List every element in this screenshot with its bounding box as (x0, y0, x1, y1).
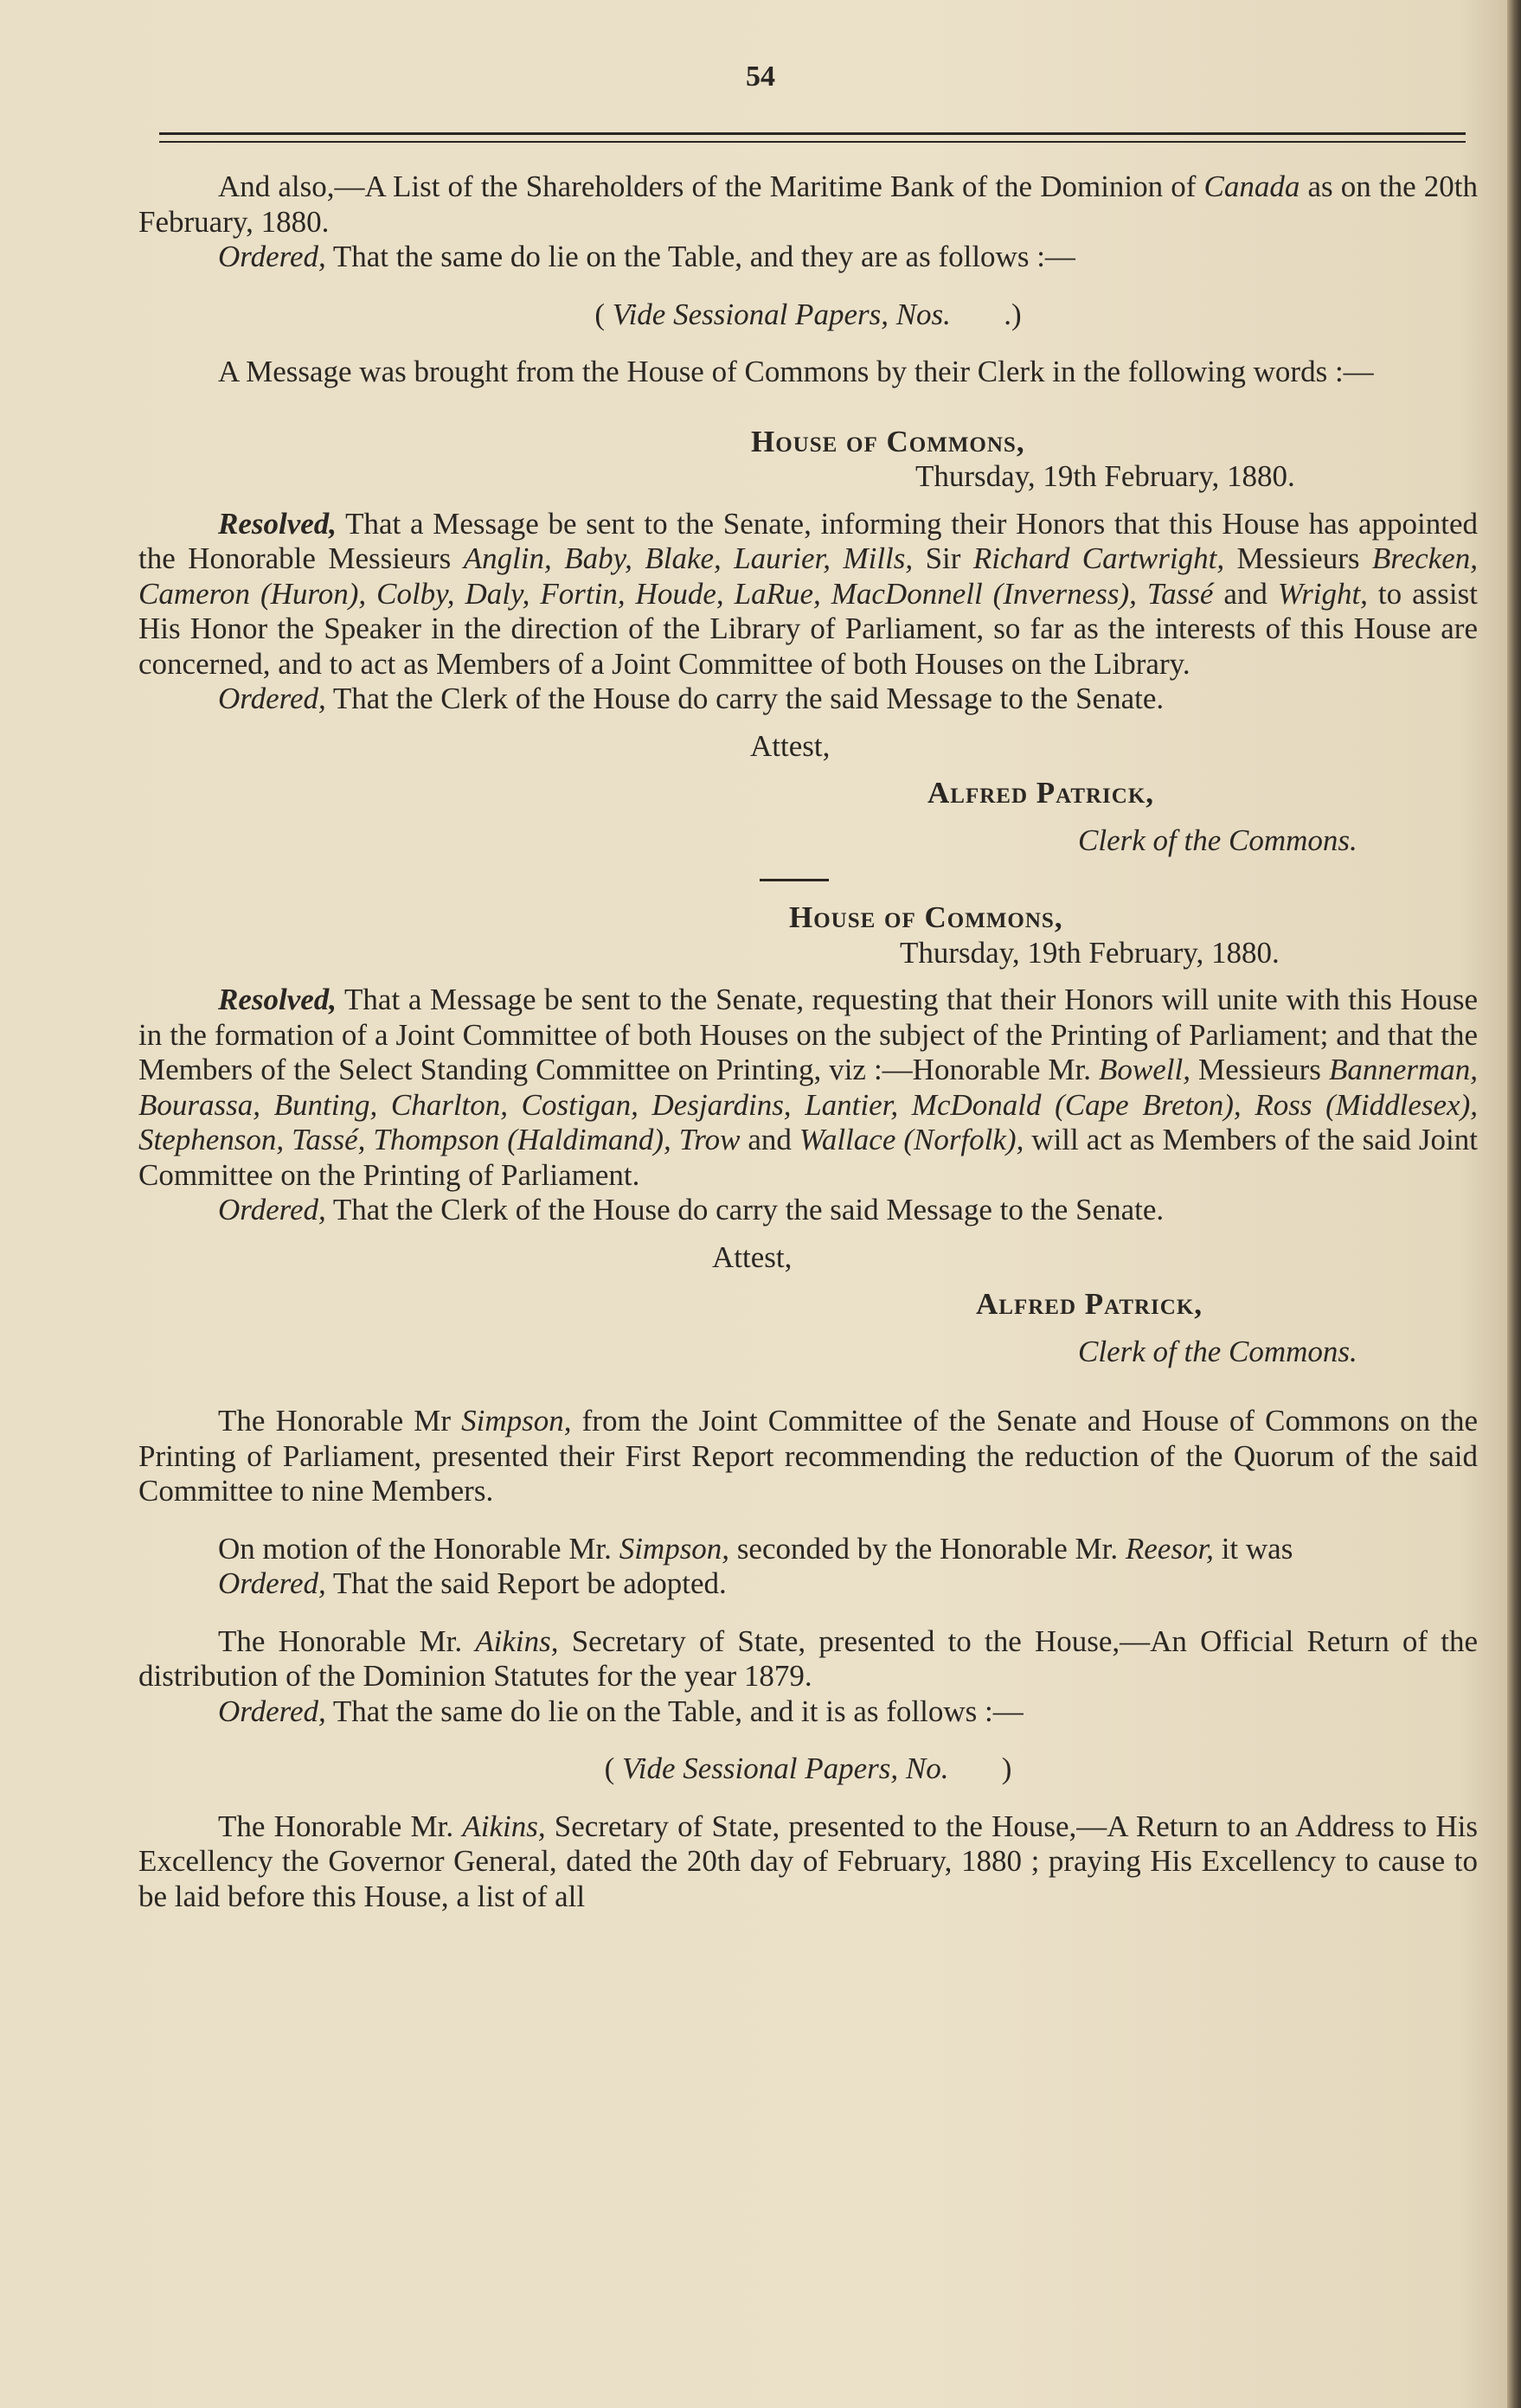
message2-attest: Attest, (712, 1239, 793, 1274)
header-rule-bottom (159, 141, 1466, 143)
message1-attest: Attest, (750, 728, 831, 763)
address-return-paragraph: The Honorable Mr. Aikins, Secretary of State, presented to the House,—A Return to an Address to His Excellency the Governor General, dated the 20th day of February, 1880 ; praying His Excellency to cause to be laid before this House, a list of all (138, 1809, 1478, 1913)
motion-paragraph: On motion of the Honorable Mr. Simpson, seconded by the Honorable Mr. Reesor, it was (218, 1531, 1293, 1566)
message1-ordered: Ordered, That the Clerk of the House do carry the said Message to the Senate. (218, 682, 1165, 715)
vide-sessional-papers: ( Vide Sessional Papers, Nos. .) (594, 297, 1022, 331)
message2-date: Thursday, 19th February, 1880. (900, 935, 1280, 970)
shareholders-paragraph: And also,—A List of the Shareholders of the Maritime Bank of the Dominion of Canada as on the 20th February, 1880. (138, 170, 1479, 239)
page-number: 54 (746, 61, 775, 93)
message2-ordered: Ordered, That the Clerk of the House do carry the said Message to the Senate. (218, 1193, 1165, 1226)
page-content (138, 170, 1478, 1914)
message1-house-heading: House of Commons, (751, 424, 1025, 458)
message2-clerk-title: Clerk of the Commons. (1078, 1334, 1357, 1368)
header-rule-top (159, 132, 1466, 135)
statutes-return-paragraph: The Honorable Mr. Aikins, Secretary of State, presented to the House,—An Official Return of the distribution of the Dominion Statutes for the year 1879. (138, 1623, 1478, 1693)
message1-resolution: Resolved, That a Message be sent to the Senate, informing their Honors that this House has appointed the Honorable Messieurs Anglin, Baby, Blake, Laurier, Mills, Sir Richard Cartwright, Messieurs Brecken, Cameron (Huron), Colby, Daly, Fortin, Houde, LaRue, MacDonnell (Inverness), Tassé and Wright, to assist His Honor the Speaker in the direction of the Library of Parliament, so far as the interests of this House are concerned, and to act as Members of a Joint Committee of both Houses on the Library. (138, 506, 1478, 681)
statutes-ordered: Ordered, That the same do lie on the Table, and it is as follows :— (218, 1694, 1024, 1728)
ordered-paragraph: Ordered, That the same do lie on the Table, and they are as follows :— (218, 240, 1075, 273)
message-intro: A Message was brought from the House of Commons by their Clerk in the following words :— (218, 355, 1374, 388)
motion-ordered: Ordered, That the said Report be adopted. (218, 1566, 727, 1600)
message2-signer: Alfred Patrick, (976, 1287, 1203, 1321)
section-divider (760, 879, 829, 881)
message2-resolution: Resolved, That a Message be sent to the Senate, requesting that their Honors will unite with this House in the formation of a Joint Committee of both Houses on the subject of the Printing of Parliament; and that the Members of the Select Standing Committee on Printing, viz :—Honorable Mr. Bowell, Messieurs Bannerman, Bourassa, Bunting, Charlton, Costigan, Desjardins, Lantier, McDonald (Cape Breton), Ross (Middlesex), Stephenson, Tassé, Thompson (Haldimand), Trow and Wallace (Norfolk), will act as Members of the said Joint Committee on the Printing of Parliament. (138, 983, 1478, 1192)
message1-date: Thursday, 19th February, 1880. (915, 459, 1295, 493)
vide-sessional-papers-2: ( Vide Sessional Papers, No. ) (604, 1752, 1012, 1785)
first-report-paragraph: The Honorable Mr Simpson, from the Joint Committee of the Senate and House of Commons on the Printing of Parliament, presented their First Report recommending the reduction of the Quorum of the said Committee to nine Members. (138, 1404, 1478, 1508)
message1-clerk-title: Clerk of the Commons. (1078, 823, 1357, 857)
page-edge-shadow (1507, 0, 1521, 2408)
message2-house-heading: House of Commons, (789, 900, 1063, 934)
message1-signer: Alfred Patrick, (927, 776, 1155, 810)
